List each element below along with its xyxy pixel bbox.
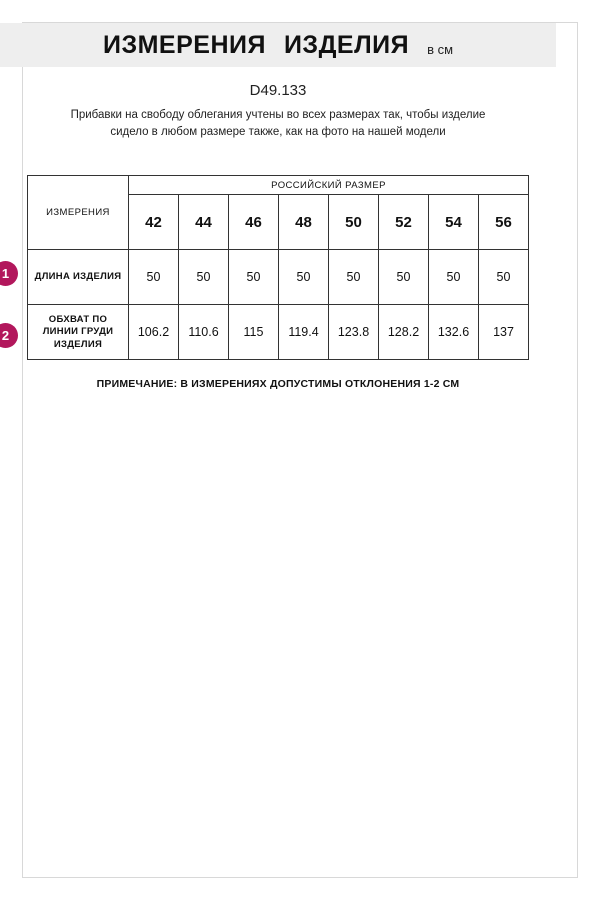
document-content (0, 0, 556, 390)
cell-length-56: 50 (479, 250, 529, 305)
header-measurements: ИЗМЕРЕНИЯ (28, 176, 129, 250)
header-size-44: 44 (179, 195, 229, 250)
row-label-length: ДЛИНА ИЗДЕЛИЯ (28, 250, 129, 305)
cell-chest-46: 115 (229, 305, 279, 360)
cell-length-50: 50 (329, 250, 379, 305)
table-row (28, 305, 529, 360)
footer-note: ПРИМЕЧАНИЕ: В ИЗМЕРЕНИЯХ ДОПУСТИМЫ ОТКЛОНЕНИЯ 1-2 СМ (96, 378, 460, 391)
cell-chest-42: 106.2 (129, 305, 179, 360)
cell-chest-52: 128.2 (379, 305, 429, 360)
table-row (28, 250, 529, 305)
size-table-head (28, 176, 529, 250)
cell-chest-44: 110.6 (179, 305, 229, 360)
header-band (0, 23, 556, 67)
cell-length-46: 50 (229, 250, 279, 305)
page-title-part2: ИЗДЕЛИЯ (283, 30, 410, 59)
table-header-row-group (28, 176, 529, 195)
row-marker-2: 2 (0, 323, 18, 348)
intro-note: Прибавки на свободу облегания учтены во всех размерах так, чтобы изделие сидело в любом размере также, как на фото на нашей модели (70, 109, 486, 138)
header-size-56: 56 (479, 195, 529, 250)
cell-length-54: 50 (429, 250, 479, 305)
size-table (27, 175, 529, 360)
row-marker-1: 1 (0, 261, 18, 286)
header-size-48: 48 (279, 195, 329, 250)
header-size-50: 50 (329, 195, 379, 250)
cell-chest-48: 119.4 (279, 305, 329, 360)
header-size-52: 52 (379, 195, 429, 250)
cell-chest-50: 123.8 (329, 305, 379, 360)
header-size-group: РОССИЙСКИЙ РАЗМЕР (129, 176, 529, 195)
header-size-46: 46 (229, 195, 279, 250)
cell-length-44: 50 (179, 250, 229, 305)
cell-chest-54: 132.6 (429, 305, 479, 360)
cell-length-42: 50 (129, 250, 179, 305)
row-label-chest: ОБХВАТ ПО ЛИНИИ ГРУДИ ИЗДЕЛИЯ (28, 305, 129, 360)
page-title-part1: ИЗМЕРЕНИЯ (102, 30, 266, 59)
size-table-container (0, 175, 556, 360)
header-size-42: 42 (129, 195, 179, 250)
cell-length-48: 50 (279, 250, 329, 305)
article-code: D49.133 (249, 82, 307, 99)
header-size-54: 54 (429, 195, 479, 250)
size-table-body (28, 250, 529, 360)
unit-label: в см (427, 41, 454, 57)
cell-chest-56: 137 (479, 305, 529, 360)
cell-length-52: 50 (379, 250, 429, 305)
